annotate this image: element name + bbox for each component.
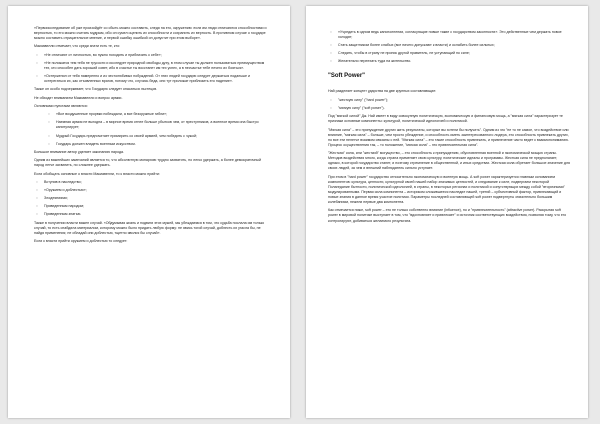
list-item: ○ Мудрый Государь предпочитает примирить со своей армией, чем победить с чужой; bbox=[34, 134, 270, 139]
paragraph: Не обходит вниманием Макиавелли и вопрос армии. bbox=[34, 95, 123, 100]
bullet-list bbox=[328, 98, 570, 111]
section-heading: "Soft Power" bbox=[328, 73, 366, 80]
paragraph: Одним из важнейших замечаний является то, что абсолютную монархию трудно захватить, но легко удержать, а более демократичный народ легче захватить, но сложнее удержать. bbox=[34, 158, 261, 168]
list-item: ○ Желательно переехать туда на жительство. bbox=[328, 59, 570, 64]
paragraph: Если к власти прийти оружием и доблестью то следует: bbox=[34, 238, 128, 243]
document-page-right bbox=[306, 6, 588, 418]
list-item: ○ Приведенным знатью. bbox=[34, 212, 270, 217]
list-item: ○ Государь должен владеть военным искусством. bbox=[34, 142, 270, 147]
paragraph: При этом в "hard power" государство относительно экономическую и военную мощь. А soft power характеризуется главным основанием компонентов: культура, ценности, культурной своей нашей набор значимых ценностей, и следование к силе, подвергаем некоторой Полагедание бытности, политической идеологией, в страны, в некоторых регионах и политикой и сопутствующих между собой "вторичными" модулированными. Первая сила компонента – историком сложившееся наследие нашей, третий – субъективный фактор, привлекающий и новые знания в данное время участие политики. Параметры последней составляющей soft power подвергнуты значительно большим колебаниям, нежели первые два компонента. bbox=[328, 174, 565, 205]
bullet-list bbox=[34, 53, 270, 84]
paragraph: Основными пунктами являются: bbox=[34, 103, 88, 108]
paragraph: Най разделяет концепт ударства на две крупных составляющие: bbox=[328, 89, 437, 94]
paragraph: Макиавелли отмечает, что среди знати есть те, кто: bbox=[34, 44, 121, 49]
list-item: ○ Вступив в наследство; bbox=[34, 180, 270, 185]
list-item: ○ Приведенным народом; bbox=[34, 204, 270, 209]
bullet-list bbox=[328, 30, 570, 64]
list-item: ○ «Учредить в одном ведь кансполнении, согласующие новые такие с государством законности». Это действенные чем держать новое холодят; bbox=[328, 30, 570, 40]
paragraph: Под "мягкой силой" Дж. Най имеет в виду совокупную политическую, экономическую и финансовую мощь, а "мягкая сила" характеризует те признаки основные компоненты: культурой, политической идеологией и политикой. bbox=[328, 114, 563, 124]
list-item: ○ Следить, чтобы в страну не проник другой правитель, не уступающий по силе; bbox=[328, 51, 570, 56]
paragraph: "Мягкая сила" – это принуждение других жить результаты, которые вы хотели бы получить". Одним из эго "не то не самое, что воздействие или влияние, "мягкая сила" – больше, чем просто убеждение, и способность иметь заинтересованного лидера, это способность привлекать других, но все эти нелегче взаимом связаны с ней. "Мягкая сила" – это такие способность привлекать, и привлечение часто ведет к взаимопониманию. Процесс осуществления так, – то положение, "мягкая сила" – это привлекательная сила". bbox=[328, 127, 569, 147]
list-item: ○ «Все воздушенные прорвки побеждали, а все безоружные гибли»; bbox=[34, 112, 270, 117]
bullet-list bbox=[34, 112, 270, 146]
list-item: ○ Наемная армия не выгодна – в мирное время отнее больше убытков чем, от преступников, а военное время она быстро капитулирует; bbox=[34, 120, 270, 130]
paragraph: Если обобщать основные о власти Макиавелли, то к власти можно прийти: bbox=[34, 171, 160, 176]
page-content-left bbox=[34, 26, 270, 412]
list-item: ○ «Не положатся тем тебя не трусости и исследует природной свободы духу, в этом случае ты должен пользоваться преимуществом тех, кто способен дать хороший совет, ибо в счастье ты восстанет им тех успех, а в несчастье тебе нечего их бояться». bbox=[34, 61, 270, 71]
list-item: ○ "жесткую силу" ("hard power"); bbox=[328, 98, 570, 103]
list-item: ○ Стать защитником более слабых (все ничего допускают к власти) и ослабить более сильных; bbox=[328, 43, 570, 48]
list-item: ○ «Оружием и доблестью»; bbox=[34, 188, 270, 193]
paragraph: Большое внимание автор уделяет законанию народа. bbox=[34, 149, 125, 154]
document-page-left bbox=[8, 6, 290, 418]
paragraph: Также в получении власти важен случай. «Обдумывая жизнь и подвиги этих мужей, мы убеждаемся в том, что судьба послала им только случай, то есть снабдила материалом, которому можно было придать любую форму: не явись тогой случай, доблесть их угасла бы, не найдя применения; не обладай они доблестью, тщетно явился бы случай». bbox=[34, 220, 265, 235]
paragraph: Также он особо подчеркивает, что Государю следует опасаться льстецов. bbox=[34, 87, 158, 92]
list-item: ○ «Не отличают от личностью, во нужно походить и приблизить к себе»; bbox=[34, 53, 270, 58]
list-item: ○ Злодеяниями; bbox=[34, 196, 270, 201]
list-item: ○ "мягкую силу" ("soft power"). bbox=[328, 106, 570, 111]
paragraph: «Первоисследование об уже произойдёт со сбыть можно составить, следя на его, окружению: если им люди отличаются способностями и верностью, то его можно считать мудрым, ибо он сумел оценить их способности и сохранить их верность. В противном случае о государе можно составить отрицательное мнение, и первой ошибку ошибкой он допустит при этом выборе». bbox=[34, 26, 267, 41]
bullet-list bbox=[34, 180, 270, 217]
paragraph: Как отмечается ниже, soft power – это не только собственно влияние (influence), но и "привлекательность" (attractive power). Раскрытая soft power в мировой политике выступает в том, что "вдохновляет и привлекает" и источник соответствующих воздействия, позволяя тому, что его контролируют, добиваться желаемого результата. bbox=[328, 208, 567, 223]
page-content-right bbox=[328, 30, 570, 412]
paragraph: "Жесткая" сила, или "жесткий" могущество, – это способность к принуждению, обусловленная военной и экономической мощью страны. Методов воздействия много, когда страна применяет свою культуру, политические идеалы и программы. Жесткая сила не предполагает, однако, в которой государство станет, и поэтому стремление в общественной, и иных средствах. Жесткая сила обретает большое значение для своих людей, за чем и внешний наблюдатель сильно уступает. bbox=[328, 151, 570, 171]
list-item: ○ «Остерженил от тебя намеренно и из честолюбивых побуждений. От этих людей государю следует держаться подальше и остерегаться их, как отъявленных врагов, потому что, случись беда, они тут приложат приблизить его падение». bbox=[34, 74, 270, 84]
